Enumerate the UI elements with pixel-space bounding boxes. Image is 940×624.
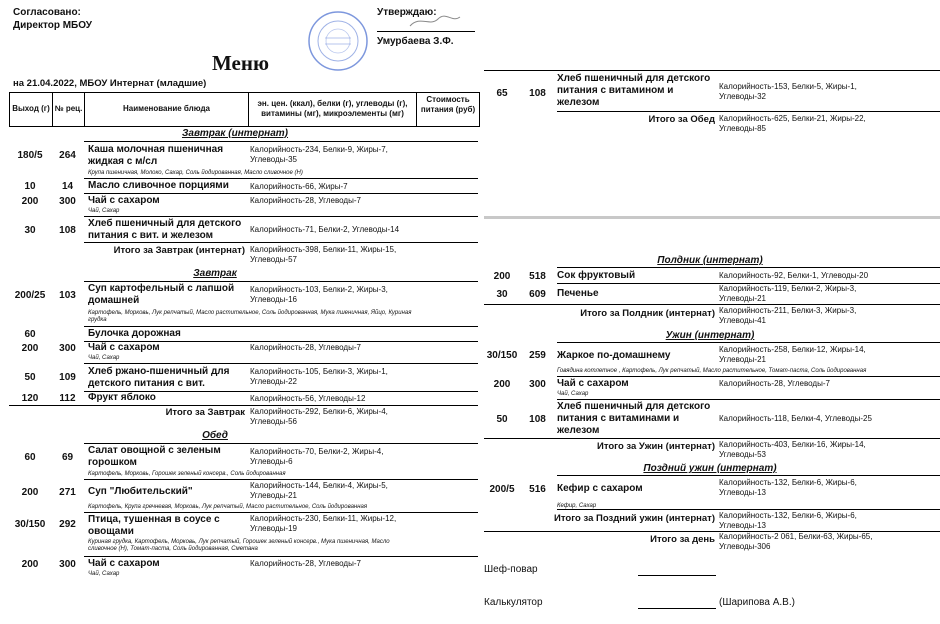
dish-name: Фрукт яблоко bbox=[88, 392, 156, 403]
approver-name: Умурбаева З.Ф. bbox=[377, 36, 454, 47]
dish-name: Чай с сахаром bbox=[88, 558, 160, 569]
dish-name: Печенье bbox=[557, 288, 599, 299]
total-label: Итого за Завтрак (интернат) bbox=[113, 245, 245, 256]
col-output: Выход (г) bbox=[12, 104, 50, 113]
section-title: Ужин (интернат) bbox=[665, 330, 755, 341]
section-title: Завтрак (интернат) bbox=[181, 128, 289, 139]
official-stamp bbox=[307, 10, 369, 72]
total-value: Калорийность-132, Белки-6, Жиры-6, Углеводы-13 bbox=[719, 511, 857, 530]
dish-name: Булочка дорожная bbox=[88, 328, 181, 339]
section-title: Поздний ужин (интернат) bbox=[643, 463, 777, 474]
day-total-value: Калорийность-2 061, Белки-63, Жиры-65, Углеводы-306 bbox=[719, 532, 873, 551]
dish-name: Чай с сахаром bbox=[88, 342, 160, 353]
dish-name: Салат овощной с зеленым горошком bbox=[88, 445, 221, 468]
dish-name: Птица, тушенная в соусе с овощами bbox=[88, 514, 220, 537]
page-title: Меню bbox=[212, 51, 270, 75]
page-break bbox=[484, 216, 940, 219]
day-total-label: Итого за день bbox=[650, 534, 715, 545]
table-header bbox=[9, 92, 480, 127]
dish-name: Кефир с сахаром bbox=[557, 483, 643, 494]
section-title: Завтрак bbox=[193, 268, 237, 279]
total-label: Итого за Поздний ужин (интернат) bbox=[554, 513, 715, 524]
total-label: Итого за Ужин (интернат) bbox=[596, 441, 715, 452]
total-value: Калорийность-292, Белки-6, Жиры-4, Углеводы-56 bbox=[250, 407, 388, 426]
dish-name: Хлеб пшеничный для детского питания с витаминами и железом bbox=[557, 401, 711, 436]
col-nutrition: эн. цен. (ккал), белки (г), углеводы (г), витамины (мг), микроэлементы (мг) bbox=[257, 99, 408, 118]
col-name: Наименование блюда bbox=[123, 104, 210, 113]
agreed-label: Согласовано: bbox=[13, 7, 81, 18]
signature bbox=[380, 13, 470, 31]
total-label: Итого за Полдник (интернат) bbox=[580, 308, 715, 319]
dish-name: Хлеб пшеничный для детского питания с витамином и железом bbox=[557, 73, 711, 108]
dish-name: Жаркое по-домашнему bbox=[557, 350, 671, 361]
total-value: Калорийность-403, Белки-16, Жиры-14, Углеводы-53 bbox=[719, 440, 866, 459]
dish-name: Хлеб ржано-пшеничный для детского питания с вит. bbox=[88, 366, 230, 389]
approve-label: Утверждаю: bbox=[377, 7, 437, 18]
total-value: Калорийность-625, Белки-21, Жиры-22, Углеводы-85 bbox=[719, 114, 866, 133]
dish-name: Суп "Любительский" bbox=[88, 486, 193, 497]
total-value: Калорийность-398, Белки-11, Жиры-15, Углеводы-57 bbox=[250, 245, 397, 264]
dish-name: Сок фруктовый bbox=[557, 270, 636, 281]
agreed-by: Директор МБОУ bbox=[13, 20, 92, 31]
section-title: Обед bbox=[202, 430, 228, 441]
section-title: Полдник (интернат) bbox=[657, 255, 763, 266]
chef-label: Шеф-повар bbox=[484, 564, 538, 575]
calculator-label: Калькулятор bbox=[484, 597, 543, 608]
page-subtitle: на 21.04.2022, МБОУ Интернат (младшие) bbox=[13, 78, 207, 89]
dish-name: Масло сливочное порциями bbox=[88, 180, 229, 191]
calculator-name: (Шарипова А.В.) bbox=[719, 597, 795, 608]
col-recipe: № рец. bbox=[54, 104, 83, 113]
dish-name: Каша молочная пшеничная жидкая с м/сл bbox=[88, 144, 224, 167]
dish-name: Чай с сахаром bbox=[557, 378, 629, 389]
total-value: Калорийность-211, Белки-3, Жиры-3, Углеводы-41 bbox=[719, 306, 857, 325]
dish-name: Хлеб пшеничный для детского питания с вит. и железом bbox=[88, 218, 242, 241]
total-label: Итого за Завтрак bbox=[165, 407, 245, 418]
col-cost: Стоимость питания (руб) bbox=[420, 95, 476, 114]
total-label: Итого за Обед bbox=[648, 114, 715, 125]
dish-name: Суп картофельный с лапшой домашней bbox=[88, 283, 235, 306]
dish-name: Чай с сахаром bbox=[88, 195, 160, 206]
